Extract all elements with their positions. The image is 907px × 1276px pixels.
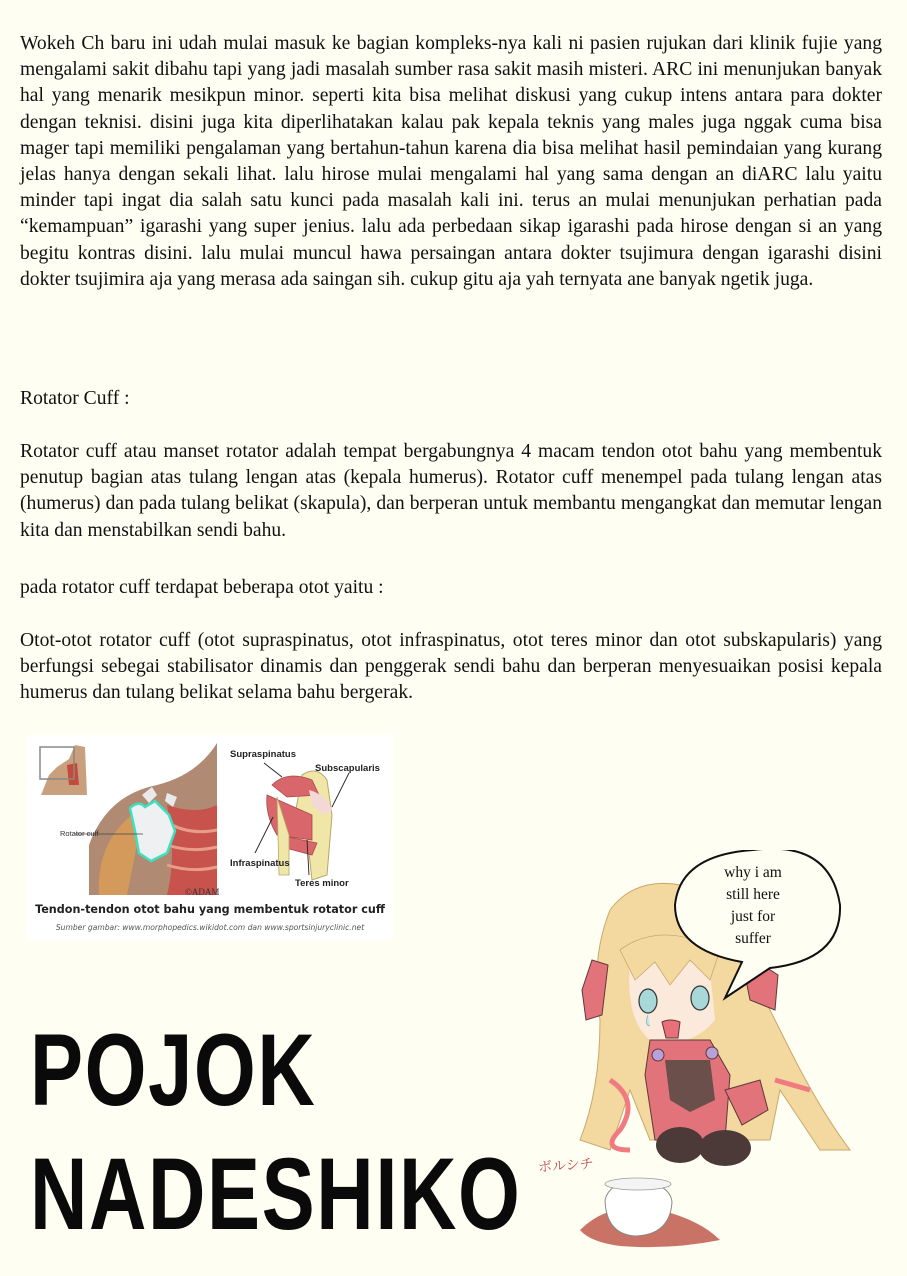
chibi-character-illustration — [520, 850, 900, 1270]
label-rotator-cuff: Rotator cuff — [60, 829, 99, 838]
diagram-source: Sumber gambar: www.morphopedics.wikidot.com dan www.sportsinjuryclinic.net — [55, 923, 365, 932]
speech-line-3: just for — [730, 908, 776, 925]
rotator-cuff-paragraph: Rotator cuff atau manset rotator adalah tempat bergabungnya 4 macam tendon otot bahu yang membentuk penutup bagian atas tulang lengan atas (kepala humerus). Rotator cuff menempel pada tulang lengan atas (humerus) dan pada tulang belikat (skapula), dan berperan untuk membantu mengangkat dan memutar lengan kita dan menstabilkan sendi bahu. — [20, 441, 882, 541]
label-subscapularis: Subscapularis — [315, 763, 380, 774]
label-teres-minor: Teres minor — [295, 878, 349, 889]
speech-line-1: why i am — [724, 864, 782, 881]
muscles-intro: pada rotator cuff terdapat beberapa otot yaitu : — [20, 577, 384, 598]
thumbnail-inset — [40, 745, 87, 795]
label-supraspinatus: Supraspinatus — [230, 749, 296, 760]
section-heading-rotator-cuff: Rotator Cuff : — [20, 388, 130, 409]
speech-line-4: suffer — [735, 930, 771, 947]
title-line-2: NADESHIKO — [30, 1137, 522, 1251]
label-infraspinatus: Infraspinatus — [230, 858, 290, 869]
shoulder-illustration — [75, 743, 220, 897]
pojok-nadeshiko-title — [30, 1008, 521, 1256]
intro-paragraph: Wokeh Ch baru ini udah mulai masuk ke bagian kompleks-nya kali ni pasien rujukan dari klinik fujie yang mengalami sakit dibahu tapi yang jadi masalah sumber rasa sakit masih misteri. ARC ini menunjukan banyak hal yang menarik mesikpun minor. seperti kita bisa melihat diskusi yang cukup intens antara para dokter dengan teknisi. disini juga kita diperlihatakan kalau pak kepala teknis yang males juga nggak cuma bisa mager tapi memiliki pengalaman yang bertahun-tahun karena dia bisa melihat hasil pemindaian yang kurang jelas hanya dengan sekali lihat. lalu hirose mulai mengalami hal yang sama dengan an diARC lalu yaitu minder tapi ingat dia salah satu kunci pada masalah kali ini. terus an mulai menunjukan perhatian pada “kemampuan” igarashi yang super jenius. lalu ada perbedaan sikap igarashi pada hirose dengan si an yang begitu kontras disini. lalu mulai muncul hawa persaingan antara dokter tsujimura dengan igarashi disini dokter tsujimira aja yang merasa ada saingan sih. cukup gitu aja yah ternyata ane banyak ngetik juga. — [20, 33, 882, 290]
title-line-1: POJOK — [30, 1013, 317, 1127]
artist-signature: ボルシチ — [537, 1156, 595, 1176]
adam-watermark: ©ADAM — [185, 887, 220, 897]
muscles-paragraph: Otot-otot rotator cuff (otot supraspinatus, otot infraspinatus, otot teres minor dan otot subskapularis) yang berfungsi sebegai stabilisator dinamis dan penggerak sendi bahu dan berperan menyesuaikan posisi kepala humerus dan tulang belikat selama bahu bergerak. — [20, 630, 882, 704]
rotator-cuff-diagram — [27, 735, 393, 940]
diagram-caption: Tendon-tendon otot bahu yang membentuk rotator cuff — [35, 903, 385, 916]
speech-bubble — [693, 862, 813, 950]
speech-line-2: still here — [726, 886, 780, 903]
